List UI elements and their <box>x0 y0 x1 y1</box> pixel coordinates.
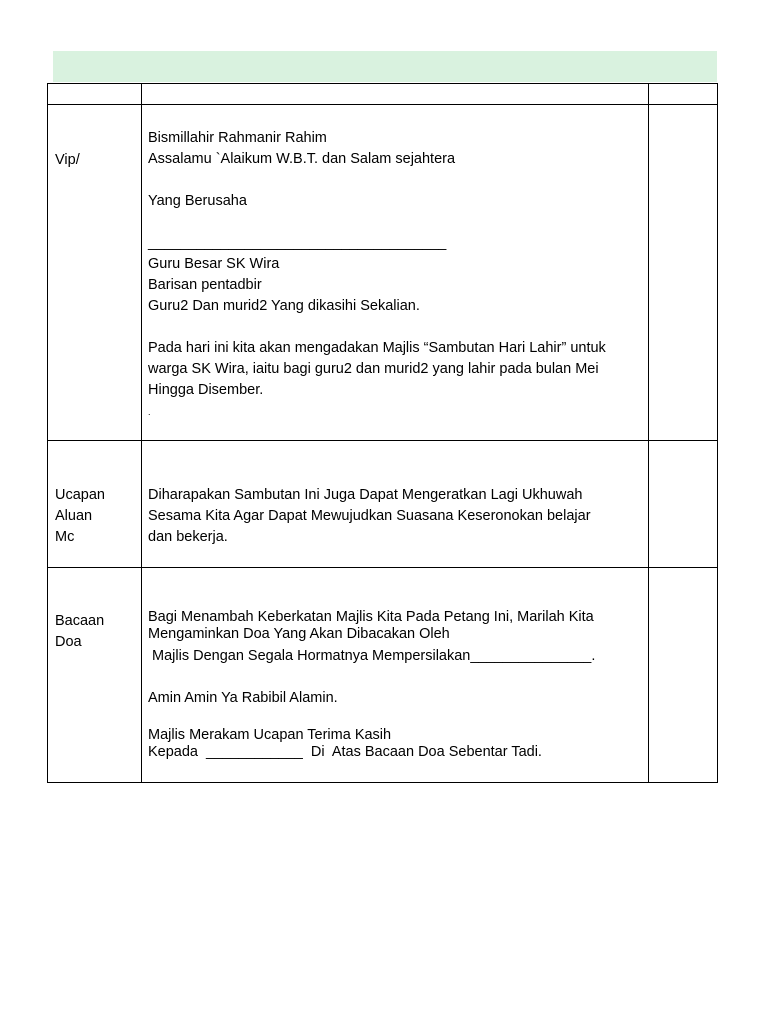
row-label-doa-2: Doa <box>55 634 82 650</box>
greeting-line-3: Guru2 Dan murid2 Yang dikasihi Sekalian. <box>148 298 420 314</box>
doa-line-1: Bagi Menambah Keberkatan Majlis Kita Pada Petang Ini, Marilah Kita <box>148 609 594 625</box>
trailing-dot: . <box>148 407 151 417</box>
opening-line-1: Bismillahir Rahmanir Rahim <box>148 130 327 146</box>
header-band <box>53 51 717 82</box>
opening-line-2: Assalamu `Alaikum W.B.T. dan Salam sejahtera <box>148 151 456 167</box>
column-divider-2 <box>648 83 649 783</box>
intro-line-1: Pada hari ini kita akan mengadakan Majlis “Sambutan Hari Lahir” untuk <box>148 340 606 356</box>
row-divider-1 <box>47 440 718 441</box>
ucapan-line-1: Diharapakan Sambutan Ini Juga Dapat Mengeratkan Lagi Ukhuwah <box>148 487 583 503</box>
doa-line-3: Majlis Dengan Segala Hormatnya Mempersilakan_______________. <box>148 648 596 664</box>
doa-line-5: Majlis Merakam Ucapan Terima Kasih <box>148 727 392 743</box>
greeting-line-2: Barisan pentadbir <box>148 277 262 293</box>
table-border-bottom <box>47 782 718 783</box>
doa-line-6: Kepada ____________ Di Atas Bacaan Doa Sebentar Tadi. <box>148 744 542 760</box>
row-label-ucapan-1: Ucapan <box>55 487 105 503</box>
row-divider-2 <box>47 567 718 568</box>
row-label-ucapan-3: Mc <box>55 529 75 545</box>
table-border-top <box>47 83 718 84</box>
doa-line-2: Mengaminkan Doa Yang Akan Dibacakan Oleh <box>148 626 450 642</box>
greeting-line-1: Guru Besar SK Wira <box>148 256 280 272</box>
intro-line-2: warga SK Wira, iaitu bagi guru2 dan murid2 yang lahir pada bulan Mei <box>148 361 599 377</box>
row-label-doa-1: Bacaan <box>55 613 105 629</box>
ucapan-line-2: Sesama Kita Agar Dapat Mewujudkan Suasana Keseronokan belajar <box>148 508 591 524</box>
ucapan-line-3: dan bekerja. <box>148 529 228 545</box>
table-border-right <box>717 83 718 783</box>
row-label-ucapan-2: Aluan <box>55 508 93 524</box>
blank-name-line: _____________________________________ <box>148 235 447 251</box>
row-label-vip: Vip/ <box>55 152 80 168</box>
header-row-divider <box>47 104 718 105</box>
intro-line-3: Hingga Disember. <box>148 382 264 398</box>
doa-line-4: Amin Amin Ya Rabibil Alamin. <box>148 690 338 706</box>
table-border-left <box>47 83 48 783</box>
column-divider-1 <box>141 83 142 783</box>
program-table <box>47 83 718 783</box>
opening-line-3: Yang Berusaha <box>148 193 247 209</box>
